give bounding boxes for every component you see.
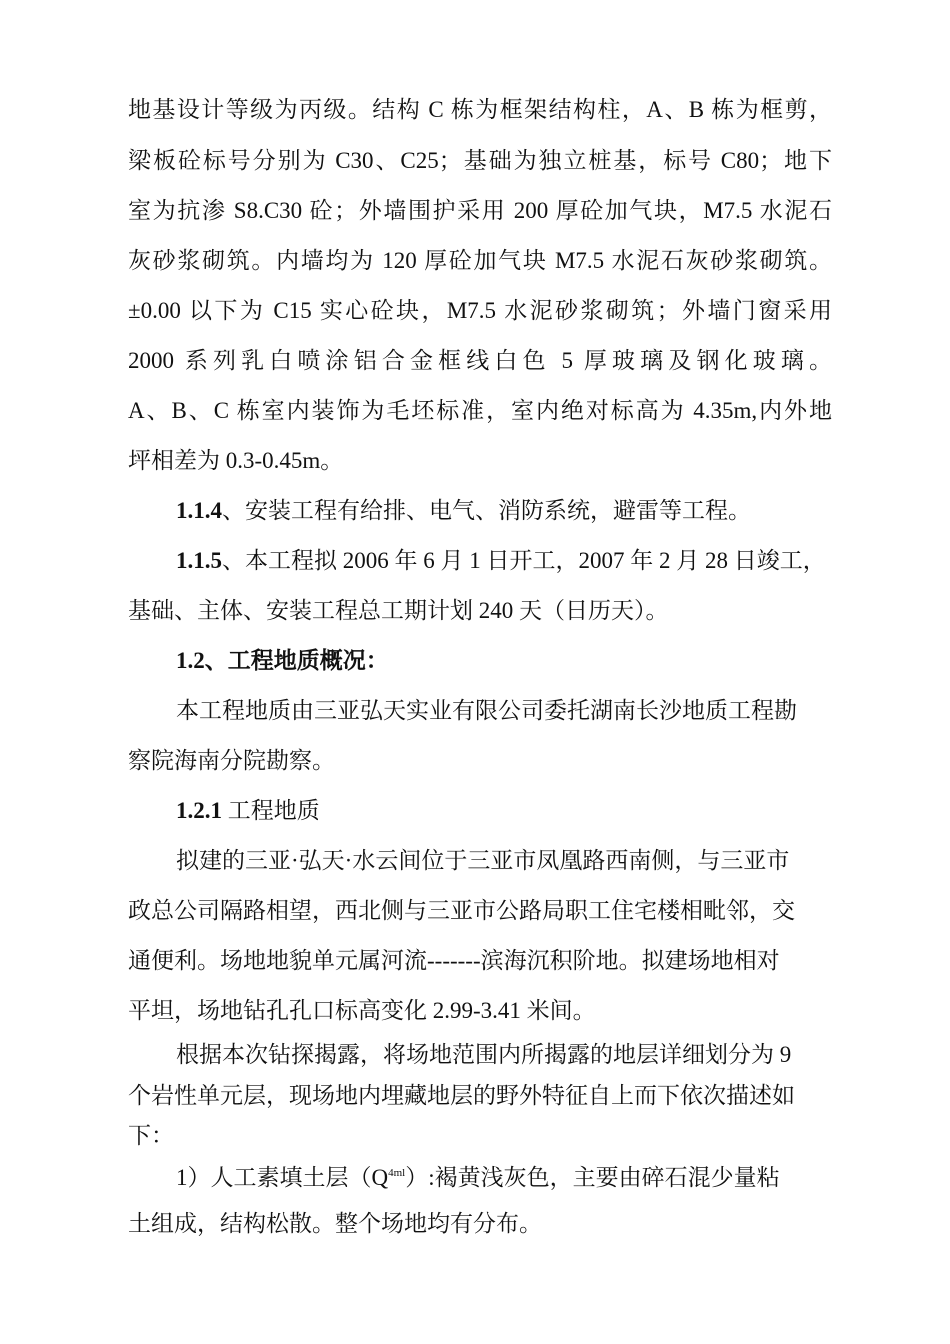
- section-number: 1.1.5: [176, 548, 222, 573]
- text-line: 室为抗渗 S8.C30 砼；外墙围护采用 200 厚砼加气块，M7.5 水泥石: [128, 198, 832, 223]
- section-number: 1.2.1: [176, 798, 222, 823]
- text-line: 坪相差为 0.3-0.45m。: [128, 448, 344, 473]
- text-line: 平坦，场地钻孔孔口标高变化 2.99-3.41 米间。: [128, 998, 596, 1023]
- text-line: 2000 系列乳白喷涂铝合金框线白色 5 厚玻璃及钢化玻璃。: [128, 348, 832, 373]
- layer-label: 1）人工素填土层（Q: [176, 1165, 389, 1190]
- layer-text: ）:褐黄浅灰色，主要由碎石混少量粘: [405, 1165, 780, 1190]
- section-1-1-4: [176, 496, 751, 526]
- section-text: 、安装工程有给排、电气、消防系统，避雷等工程。: [222, 498, 751, 523]
- text-line: 下：: [128, 1123, 174, 1148]
- section-text: 工程地质: [222, 798, 320, 823]
- text-line: ±0.00 以下为 C15 实心砼块，M7.5 水泥砂浆砌筑；外墙门窗采用: [128, 298, 832, 323]
- heading-text: 1.2、工程地质概况：: [176, 648, 389, 673]
- layer-item-1: [176, 1163, 780, 1193]
- text-line: 拟建的三亚·弘天·水云间位于三亚市凤凰路西南侧，与三亚市: [176, 848, 790, 873]
- text-line: A、B、C 栋室内装饰为毛坯标准，室内绝对标高为 4.35m,内外地: [128, 398, 832, 423]
- text-line: 根据本次钻探揭露，将场地范围内所揭露的地层详细划分为 9: [176, 1042, 792, 1067]
- text-line: 地基设计等级为丙级。结构 C 栋为框架结构柱，A、B 栋为框剪，: [128, 97, 832, 122]
- text-line: 土组成，结构松散。整个场地均有分布。: [128, 1211, 542, 1236]
- text-line: 通便利。场地地貌单元属河流-------滨海沉积阶地。拟建场地相对: [128, 948, 780, 973]
- section-number: 1.1.4: [176, 498, 222, 523]
- text-line: 灰砂浆砌筑。内墙均为 120 厚砼加气块 M7.5 水泥石灰砂浆砌筑。: [128, 248, 832, 273]
- text-line: 基础、主体、安装工程总工期计划 240 天（日历天）。: [128, 598, 669, 623]
- text-line: 政总公司隔路相望，西北侧与三亚市公路局职工住宅楼相毗邻，交: [128, 898, 795, 923]
- section-1-1-5: [176, 546, 826, 576]
- layer-superscript: 4ml: [388, 1167, 406, 1179]
- section-text: 、本工程拟 2006 年 6 月 1 日开工，2007 年 2 月 28 日竣工，: [222, 548, 826, 573]
- text-line: 本工程地质由三亚弘天实业有限公司委托湖南长沙地质工程勘: [176, 698, 797, 723]
- section-heading-1-2: [176, 646, 389, 676]
- text-line: 个岩性单元层，现场地内埋藏地层的野外特征自上而下依次描述如: [128, 1083, 795, 1108]
- text-line: 梁板砼标号分别为 C30、C25；基础为独立桩基，标号 C80；地下: [128, 148, 832, 173]
- section-1-2-1: [176, 796, 320, 826]
- text-line: 察院海南分院勘察。: [128, 748, 335, 773]
